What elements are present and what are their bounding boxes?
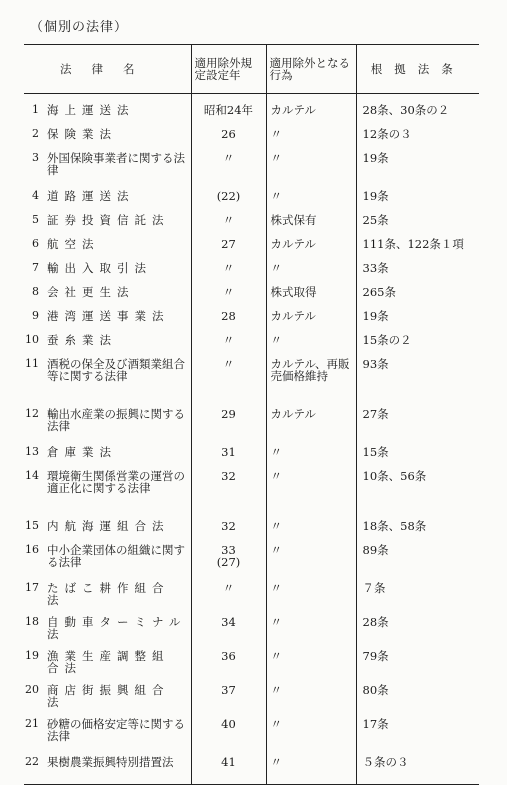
exempted-act: 株式取得 (266, 286, 356, 300)
header-exempted-act: 適用除外となる行為 (266, 45, 356, 94)
table-header-row (24, 45, 479, 94)
exemption-year-cell (191, 446, 266, 460)
exemption-year-cell (191, 104, 266, 118)
table-row (24, 104, 479, 118)
exemption-year: 〃 (222, 581, 235, 595)
table-row (24, 616, 479, 640)
legal-basis: 25条 (362, 213, 389, 227)
table-row (24, 544, 479, 572)
legal-basis: 111条、122条１項 (362, 237, 464, 251)
exemption-year: 29 (221, 407, 236, 421)
exempted-act: 〃 (266, 152, 356, 180)
law-name: 商店街振興組合法 (41, 684, 191, 708)
legal-basis: 19条 (362, 151, 389, 165)
exempted-act: 〃 (266, 650, 356, 674)
legal-basis: 17条 (362, 717, 389, 731)
header-legal-basis: 根拠法条 (356, 45, 479, 94)
exemption-year-cell (191, 152, 266, 180)
exempted-act: 〃 (266, 128, 356, 142)
exemption-year: 32 (221, 519, 236, 533)
exemption-year: 〃 (222, 213, 235, 227)
law-name: 外国保険事業者に関する法律 (41, 152, 191, 180)
legal-basis: ５条の３ (356, 756, 479, 785)
legal-basis: 18条、58条 (362, 519, 427, 533)
exempted-act: 〃 (266, 470, 356, 510)
exemption-year: 33 (221, 543, 236, 557)
exempted-act: 〃 (266, 262, 356, 276)
table-row (24, 650, 479, 674)
row-number: 16 (25, 543, 39, 556)
legal-basis: 19条 (362, 309, 389, 323)
header-law-name: 法律名 (24, 45, 191, 94)
law-name: 港湾運送事業法 (41, 310, 191, 324)
row-number: 4 (32, 189, 39, 202)
table-row (24, 520, 479, 534)
row-number: 20 (25, 683, 39, 696)
exempted-act: カルテル (266, 408, 356, 436)
exemption-year: 28 (221, 309, 236, 323)
table-row (24, 582, 479, 606)
legal-basis: 27条 (362, 407, 389, 421)
legal-basis: ７条 (362, 581, 386, 595)
exemption-year-cell (191, 544, 266, 572)
exemption-year-cell (191, 286, 266, 300)
legal-basis: 89条 (362, 543, 389, 557)
row-number: 6 (32, 237, 39, 250)
row-number: 10 (25, 333, 39, 346)
law-name: 証券投資信託法 (41, 214, 191, 228)
exempted-act: 〃 (266, 334, 356, 348)
law-name: 航空法 (41, 238, 191, 252)
law-name: 中小企業団体の組織に関する法律 (41, 544, 191, 572)
law-name: 倉庫業法 (41, 446, 191, 460)
law-name: 海上運送法 (41, 104, 191, 118)
row-number: 2 (32, 127, 39, 140)
table-row (24, 358, 479, 398)
exempted-act: 〃 (266, 718, 356, 746)
exemption-year: 37 (221, 683, 236, 697)
row-number: 17 (25, 581, 39, 594)
law-name: 砂糖の価格安定等に関する法律 (41, 718, 191, 746)
law-name: 道路運送法 (41, 190, 191, 204)
exempted-act: カルテル (266, 310, 356, 324)
exemption-year-cell (191, 650, 266, 674)
table-row (24, 446, 479, 460)
legal-basis: 28条、30条の２ (362, 103, 450, 117)
exemption-year: (22) (216, 189, 241, 203)
exemption-year-cell (191, 310, 266, 324)
law-name: たばこ耕作組合法 (41, 582, 191, 606)
exemption-year: 26 (221, 127, 236, 141)
exempted-act: カルテル (266, 104, 356, 118)
exemption-year-cell (191, 262, 266, 276)
law-name: 酒税の保全及び酒類業組合等に関する法律 (41, 358, 191, 398)
exempted-act: 〃 (266, 544, 356, 572)
exemption-year-cell (191, 238, 266, 252)
table-row (24, 408, 479, 436)
row-number: 15 (25, 519, 39, 532)
exempted-act: 株式保有 (266, 214, 356, 228)
exemption-year-cell (191, 358, 266, 398)
legal-basis: 10条、56条 (362, 469, 427, 483)
exemption-year: 31 (221, 445, 236, 459)
legal-basis: 19条 (362, 189, 389, 203)
law-name: 保険業法 (41, 128, 191, 142)
exemption-year: 〃 (222, 357, 235, 371)
legal-basis: 33条 (362, 261, 389, 275)
exempted-act: 〃 (266, 582, 356, 606)
exemption-year: 〃 (222, 151, 235, 165)
row-number: 7 (32, 261, 39, 274)
law-exemption-table (24, 44, 479, 785)
exemption-year-cell (191, 616, 266, 640)
table-row (24, 334, 479, 348)
row-number: 3 (32, 151, 39, 164)
row-number: 9 (32, 309, 39, 322)
exempted-act: カルテル (266, 238, 356, 252)
exemption-year-cell (191, 756, 266, 785)
table-row (24, 238, 479, 252)
exemption-year-cell (191, 470, 266, 510)
legal-basis: 79条 (362, 649, 389, 663)
exempted-act: カルテル、再販売価格維持 (266, 358, 356, 398)
table-row (24, 190, 479, 204)
legal-basis: 15条の２ (362, 333, 412, 347)
row-number: 1 (32, 103, 39, 116)
exemption-year: 〃 (222, 285, 235, 299)
row-number: 11 (25, 357, 39, 370)
row-number: 18 (25, 615, 39, 628)
exemption-year: 〃 (222, 261, 235, 275)
table-row (24, 684, 479, 708)
header-exemption-year: 適用除外規定設定年 (191, 45, 266, 94)
exemption-year-secondary: (27) (216, 555, 241, 569)
table-row (24, 286, 479, 300)
table-row (24, 718, 479, 746)
law-name: 蚕糸業法 (41, 334, 191, 348)
legal-basis: 15条 (362, 445, 389, 459)
exemption-year-cell (191, 520, 266, 534)
row-number: 13 (25, 445, 39, 458)
table-row (24, 214, 479, 228)
exempted-act: 〃 (266, 684, 356, 708)
exemption-year-cell (191, 408, 266, 436)
legal-basis: 80条 (362, 683, 389, 697)
table-row (24, 128, 479, 142)
row-number: 5 (32, 213, 39, 226)
legal-basis: 12条の３ (362, 127, 412, 141)
exemption-year: 32 (221, 469, 236, 483)
exemption-year-cell (191, 128, 266, 142)
law-name: 果樹農業振興特別措置法 (41, 756, 191, 785)
row-number: 22 (24, 756, 41, 785)
row-number: 19 (25, 649, 39, 662)
exemption-year: 34 (221, 615, 236, 629)
exempted-act: 〃 (266, 756, 356, 785)
legal-basis: 265条 (362, 285, 396, 299)
exemption-year-cell (191, 684, 266, 708)
exempted-act: 〃 (266, 616, 356, 640)
exemption-year-cell (191, 214, 266, 228)
row-number: 14 (25, 469, 39, 482)
table-body (24, 94, 479, 785)
exemption-year: 36 (221, 649, 236, 663)
exemption-year: 41 (221, 755, 236, 769)
table-caption: （個別の法律） (30, 20, 129, 35)
law-name: 漁業生産調整組合法 (41, 650, 191, 674)
exemption-year-cell (191, 582, 266, 606)
exemption-year-cell (191, 334, 266, 348)
exemption-year: 27 (221, 237, 236, 251)
legal-basis: 28条 (362, 615, 389, 629)
exemption-year-cell (191, 190, 266, 204)
table-row (24, 262, 479, 276)
exempted-act: 〃 (266, 520, 356, 534)
law-name: 自動車ターミナル法 (41, 616, 191, 640)
row-number: 8 (32, 285, 39, 298)
exemption-year: 昭和24年 (203, 103, 254, 117)
exemption-year-cell (191, 718, 266, 746)
exempted-act: 〃 (266, 446, 356, 460)
law-name: 会社更生法 (41, 286, 191, 300)
law-name: 輸出水産業の振興に関する法律 (41, 408, 191, 436)
row-number: 21 (25, 717, 39, 730)
law-name: 輸出入取引法 (41, 262, 191, 276)
law-name: 環境衛生関係営業の運営の適正化に関する法律 (41, 470, 191, 510)
table-row (24, 310, 479, 324)
row-number: 12 (25, 407, 39, 420)
exemption-year: 40 (221, 717, 236, 731)
legal-basis: 93条 (362, 357, 389, 371)
exempted-act: 〃 (266, 190, 356, 204)
table-row (24, 470, 479, 510)
table-row (24, 756, 479, 785)
exemption-year: 〃 (222, 333, 235, 347)
law-name: 内航海運組合法 (41, 520, 191, 534)
table-row (24, 152, 479, 180)
